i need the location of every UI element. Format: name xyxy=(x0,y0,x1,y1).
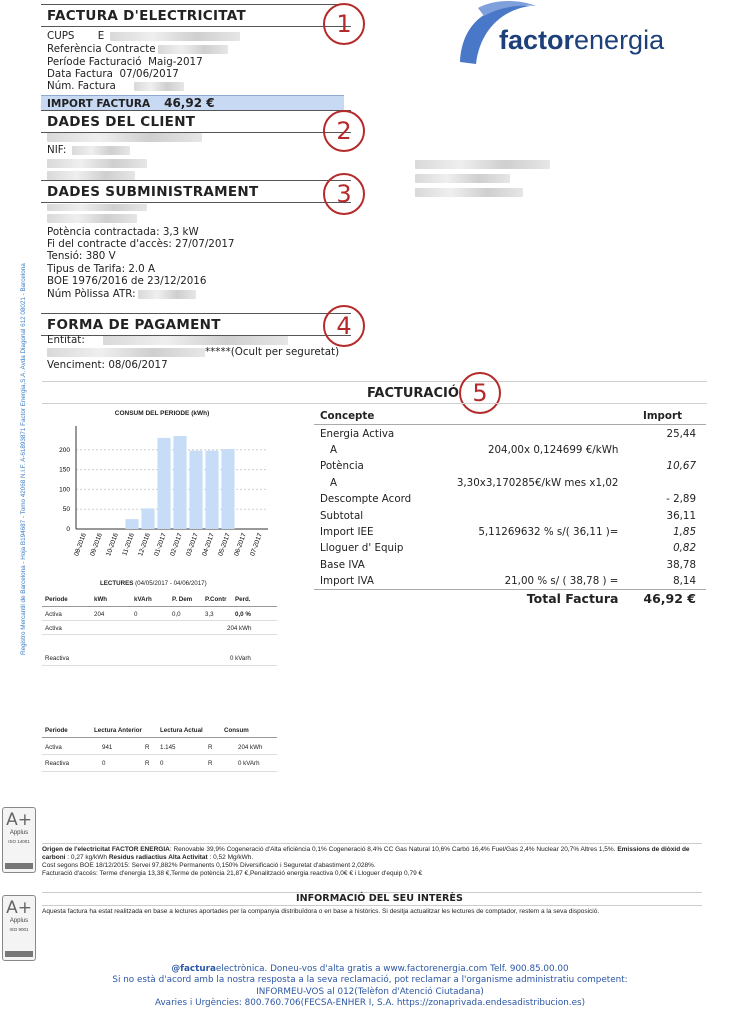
billing-amount: 1,85 xyxy=(673,525,696,538)
readings-cell: 0 xyxy=(134,611,138,618)
meter-row xyxy=(42,738,277,755)
billing-title-rule-bottom xyxy=(42,403,707,404)
billing-concept: Base IVA xyxy=(320,558,365,571)
period-label: Període Facturació xyxy=(47,56,142,68)
billing-detail: 204,00x 0,124699 €/kWh xyxy=(487,443,619,456)
nif-label: NIF: xyxy=(47,144,67,156)
billing-row xyxy=(314,425,706,442)
meter-cell: R xyxy=(145,744,150,751)
policy-line xyxy=(47,288,196,301)
badge-grade-1: A+ xyxy=(6,810,32,830)
readings-reactiva-row xyxy=(42,635,277,666)
origin-bold-1: Origen de l'electricitat FACTOR ENERGIA xyxy=(42,846,170,853)
billing-col-import: Import xyxy=(642,410,682,423)
chart-ytick-label: 200 xyxy=(59,446,70,454)
meter-h-consum: Consum xyxy=(224,727,249,734)
invoice-num-label: Núm. Factura xyxy=(47,80,116,92)
billing-amount: 0,82 xyxy=(673,542,696,555)
billing-total-row xyxy=(314,590,706,607)
billing-concept: Descompte Acord xyxy=(320,493,412,506)
cups-value: E xyxy=(97,30,105,42)
meter-row xyxy=(42,755,277,772)
marker-4: 4 xyxy=(323,305,365,347)
meter-readings-table xyxy=(42,725,277,772)
account-line xyxy=(47,346,339,359)
registry-side-text: Registro Mercantil de Barcelona - Hoja B194687 - Tomo 42068 N.I.F. A-61893871 Factor Energia,S.A. Avda Diagonal 612 08021 - Barcelona xyxy=(20,263,27,655)
redacted-policy xyxy=(138,290,196,299)
voltage-label: Tensió: xyxy=(47,250,83,262)
voltage-value: 380 V xyxy=(85,250,116,262)
billing-table xyxy=(314,408,706,607)
contract-end-value: 27/07/2017 xyxy=(175,238,235,250)
badge-grade-2: A+ xyxy=(6,898,32,918)
footer-line-2: Si no està d'acord amb la nostra resposta a la seva reclamació, pot reclamar a l'organisme administratiu competent: xyxy=(112,975,628,986)
consumption-chart xyxy=(42,406,282,576)
marker-2: 2 xyxy=(323,110,365,152)
import-line xyxy=(47,97,215,111)
readings-title xyxy=(100,580,207,587)
meter-h-current: Lectura Actual xyxy=(160,727,203,734)
redacted-supply-address-1 xyxy=(47,204,147,211)
redacted-contract-ref xyxy=(158,45,228,54)
redacted-nif xyxy=(72,146,130,155)
footer-line-1 xyxy=(40,964,700,975)
chart-xtick-label: 04-2017 xyxy=(201,532,216,558)
footer xyxy=(40,964,700,1009)
billing-row xyxy=(314,458,706,474)
chart-xtick-label: 02-2017 xyxy=(169,532,184,558)
badge-brand-2: Applus xyxy=(9,918,29,924)
origin-rule xyxy=(42,843,702,844)
factorenergia-logo xyxy=(452,0,712,75)
date-value: 07/06/2017 xyxy=(119,68,179,80)
applus-badge-2 xyxy=(2,895,36,961)
info-title: INFORMACIÓ DEL SEU INTERÈS xyxy=(296,893,463,904)
chart-ytick-label: 100 xyxy=(59,486,70,494)
logo-bold-text: factor xyxy=(499,25,575,55)
info-text: Aquesta factura ha estat realitzada en base a lectures aportades per la companyia distribuïdora o en base a històrics. Si desitja actualitzar les lectures de comptador, restem a la seva disposició. xyxy=(42,908,600,915)
billing-row xyxy=(314,507,706,523)
billing-detail xyxy=(427,557,632,573)
readings-row xyxy=(42,607,277,621)
meter-cell: R xyxy=(145,760,150,767)
due-value: 08/06/2017 xyxy=(108,359,168,371)
redacted-postal-3 xyxy=(415,188,523,197)
chart-bar xyxy=(157,438,170,529)
logo-light-text: energia xyxy=(574,25,665,55)
meter-cell: 0 kVArh xyxy=(238,760,260,767)
billing-title-rule xyxy=(42,381,707,382)
footer-line1-rest: Doneu-vos d'alta gratis a www.factorenergia.com Telf. 900.85.00.00 xyxy=(267,964,569,974)
invoice-num-line xyxy=(47,80,184,93)
billing-title: FACTURACIÓ xyxy=(367,386,459,401)
readings-h-pcontr: P.Contr xyxy=(205,596,227,603)
import-value: 46,92 € xyxy=(164,96,215,110)
readings-cell: 3,3 xyxy=(205,611,214,618)
readings-activa-label: Activa xyxy=(45,625,62,632)
readings-title-label: LECTURES xyxy=(100,580,134,587)
redacted-address-2 xyxy=(47,171,135,180)
chart-bar xyxy=(141,508,154,529)
chart-xtick-label: 01-2017 xyxy=(153,532,168,558)
billing-row xyxy=(314,573,706,590)
chart-xtick-label: 07-2017 xyxy=(249,532,264,558)
marker-3: 3 xyxy=(323,173,365,215)
redacted-entity xyxy=(103,336,288,345)
billing-concept: Energia Activa xyxy=(320,427,395,440)
meter-cell: Reactiva xyxy=(45,760,70,767)
footer-line-4: Avaries i Urgències: 800.760.706(FECSA-ENHER I, S.A. https://zonaprivada.endesadistribucion.es) xyxy=(154,997,586,1008)
origin-bold-2: Emissions de diòxid de carboni xyxy=(42,846,690,861)
origin-text-2: : 0,27 kg/kWh xyxy=(65,854,109,861)
chart-ytick-label: 0 xyxy=(66,526,70,533)
readings-h-period: Periode xyxy=(45,596,68,603)
readings-h-perd: Perd. xyxy=(235,596,251,603)
meter-cell: Activa xyxy=(45,744,62,751)
origin-text-1: : Renovable 39,9% Cogeneració d'Alta eficiència 0,1% Cogeneració 8,4% CC Gas Natural 10,6% Carbó 16,4% Fuel/Gas 2,4% Nuclear 20,7% Altres 1,5%. xyxy=(169,846,618,853)
redacted-postal-1 xyxy=(415,160,550,169)
readings-cell: 0,0 % xyxy=(235,611,251,618)
meter-cell: 0 xyxy=(160,760,164,767)
origin-bold-3: Residus radiactius Alta Activitat xyxy=(108,854,208,861)
billing-concept: A xyxy=(330,443,338,456)
tariff-label: Tipus de Tarifa: xyxy=(47,263,126,275)
contract-ref-line xyxy=(47,43,228,56)
billing-amount: 10,67 xyxy=(666,460,696,473)
billing-detail xyxy=(427,507,632,523)
due-label: Venciment: xyxy=(47,359,106,371)
redacted-invoice-num xyxy=(134,82,184,91)
chart-canvas xyxy=(42,406,282,576)
redacted-client-name xyxy=(47,133,202,142)
chart-bar xyxy=(125,519,138,529)
power-label: Potència contractada: xyxy=(47,226,160,238)
cups-label: CUPS xyxy=(47,30,75,42)
chart-xtick-label: 08-2016 xyxy=(73,532,88,558)
meter-cell: 941 xyxy=(102,744,113,751)
import-label: IMPORT FACTURA xyxy=(47,98,151,110)
marker-5: 5 xyxy=(459,372,501,414)
billing-header-row xyxy=(314,408,706,425)
date-label: Data Factura xyxy=(47,68,113,80)
contract-ref-label: Referència Contracte xyxy=(47,43,156,55)
readings-reactiva-value: 0 kVarh xyxy=(230,655,251,662)
meter-cell: R xyxy=(208,760,213,767)
billing-amount: - 2,89 xyxy=(666,493,696,506)
redacted-account xyxy=(47,348,205,357)
account-suffix: *****(Ocult per seguretat) xyxy=(205,346,340,358)
chart-bar xyxy=(173,436,186,529)
chart-ytick-label: 150 xyxy=(59,466,70,474)
readings-cell: 204 xyxy=(94,611,105,618)
meter-h-period: Periode xyxy=(45,727,68,734)
billing-detail: 5,11269632 % s/( 36,11 )= xyxy=(478,525,619,538)
billing-detail: 21,00 % s/ ( 38,78 ) = xyxy=(504,575,619,588)
marker-1: 1 xyxy=(323,3,365,45)
billing-row xyxy=(314,475,706,491)
meter-h-previous: Lectura Anterior xyxy=(94,727,142,734)
billing-amount: 38,78 xyxy=(666,558,696,571)
billing-concept: Potència xyxy=(320,460,364,473)
readings-cell: Activa xyxy=(45,611,62,618)
origin-text-3: : 0,52 Mg/kWh. xyxy=(207,854,254,861)
redacted-address-1 xyxy=(47,159,147,168)
billing-detail xyxy=(427,491,632,507)
chart-ytick-label: 50 xyxy=(62,506,70,514)
billing-amount: 25,44 xyxy=(666,427,696,440)
chart-bar xyxy=(221,449,234,529)
chart-bar xyxy=(205,451,218,529)
readings-table xyxy=(42,594,277,666)
billing-amount xyxy=(632,442,706,458)
badge-iso-2: ISO 9001 xyxy=(9,927,29,932)
readings-h-kwh: kWh xyxy=(94,596,108,603)
entity-label: Entitat: xyxy=(47,334,85,346)
origin-cost-line: Cost segons BOE 18/12/2015: Servei 97,882% Permanents 0,150% Diversificació i Seguretat d'abastiment 2,028%. xyxy=(42,862,376,869)
billing-row xyxy=(314,540,706,556)
billing-detail xyxy=(427,425,632,442)
chart-bar xyxy=(189,451,202,529)
billing-row xyxy=(314,557,706,573)
policy-label: Núm Pòlissa ATR: xyxy=(47,288,136,300)
billing-amount: 36,11 xyxy=(666,509,696,522)
redacted-postal-2 xyxy=(415,174,510,183)
footer-brand-bold: @factura xyxy=(171,964,216,974)
chart-title: CONSUM DEL PERIODE (kWh) xyxy=(114,410,210,417)
badge-iso-1: ISO 14001 xyxy=(8,839,30,844)
billing-row xyxy=(314,442,706,458)
chart-xtick-label: 11-2016 xyxy=(121,532,136,557)
supply-address-line2 xyxy=(47,212,137,225)
billing-amount: 8,14 xyxy=(673,575,696,588)
footer-line-3: INFORMEU-VOS al 012(Telèfon d'Atenció Ciutadana) xyxy=(256,986,484,997)
billing-concept: Lloguer d' Equip xyxy=(320,542,404,555)
chart-xtick-label: 05-2017 xyxy=(217,532,232,558)
billing-detail xyxy=(427,458,632,474)
billing-detail xyxy=(427,540,632,556)
readings-reactiva-label: Reactiva xyxy=(45,655,70,662)
total-label: Total Factura xyxy=(526,590,619,606)
chart-xtick-label: 10-2016 xyxy=(105,532,120,558)
total-value: 46,92 € xyxy=(643,590,696,606)
readings-range: (04/05/2017 - 04/06/2017) xyxy=(135,580,207,587)
nif-line xyxy=(47,144,130,157)
power-value: 3,3 kW xyxy=(162,226,199,238)
chart-xtick-label: 06-2017 xyxy=(233,532,248,558)
meter-cell: R xyxy=(208,744,213,751)
origin-access-line: Facturació d'accés: Terme d'energia 13,38 €,Terme de potència 21,87 €,Penalització energia reactiva 0,0€ € i Lloguer d'equip 0,79 € xyxy=(42,870,423,877)
meter-cell: 204 kWh xyxy=(238,744,263,751)
due-date-line xyxy=(47,359,168,372)
boe-line: BOE 1976/2016 de 23/12/2016 xyxy=(47,275,207,287)
chart-xtick-label: 09-2016 xyxy=(89,532,104,558)
badge-brand-1: Applus xyxy=(9,830,29,836)
invoice-header: FACTURA D'ELECTRICITAT xyxy=(41,4,351,27)
readings-activa-row xyxy=(42,621,277,635)
billing-row xyxy=(314,491,706,507)
postal-address-block xyxy=(415,160,555,210)
origin-text xyxy=(42,846,704,878)
readings-activa-value: 204 kWh xyxy=(227,625,252,632)
contract-end-label: Fi del contracte d'accès: xyxy=(47,238,172,250)
billing-concept: A xyxy=(330,476,338,489)
billing-concept: Import IVA xyxy=(320,575,374,588)
billing-col-concept: Concepte xyxy=(320,410,375,423)
billing-row xyxy=(314,524,706,540)
redacted-cups xyxy=(110,32,240,41)
footer-brand-rest: electrònica. xyxy=(215,964,268,974)
applus-badge-1 xyxy=(2,807,36,873)
cups-line xyxy=(47,30,240,43)
billing-amount xyxy=(632,475,706,491)
billing-concept: Subtotal xyxy=(320,509,364,522)
readings-h-pdem: P. Dem xyxy=(172,596,193,603)
tariff-value: 2.0 A xyxy=(128,263,156,275)
meter-cell: 1.145 xyxy=(160,744,176,751)
meter-cell: 0 xyxy=(102,760,106,767)
redacted-supply-address-2 xyxy=(47,214,137,223)
payment-header: FORMA DE PAGAMENT xyxy=(41,313,351,336)
supply-header: DADES SUBMINISTRAMENT xyxy=(41,180,351,203)
info-rule-bottom xyxy=(42,905,702,906)
chart-xtick-label: 03-2017 xyxy=(185,532,200,558)
chart-xtick-label: 12-2016 xyxy=(137,532,152,558)
period-value: Maig-2017 xyxy=(148,56,203,68)
readings-h-kvarh: kVArh xyxy=(134,596,152,603)
client-header: DADES DEL CLIENT xyxy=(41,110,351,133)
billing-concept: Import IEE xyxy=(320,525,374,538)
billing-detail: 3,30x3,170285€/kW mes x1,02 xyxy=(456,476,619,489)
voltage-line xyxy=(47,250,116,263)
readings-cell: 0,0 xyxy=(172,611,181,618)
client-name-line xyxy=(47,131,202,144)
